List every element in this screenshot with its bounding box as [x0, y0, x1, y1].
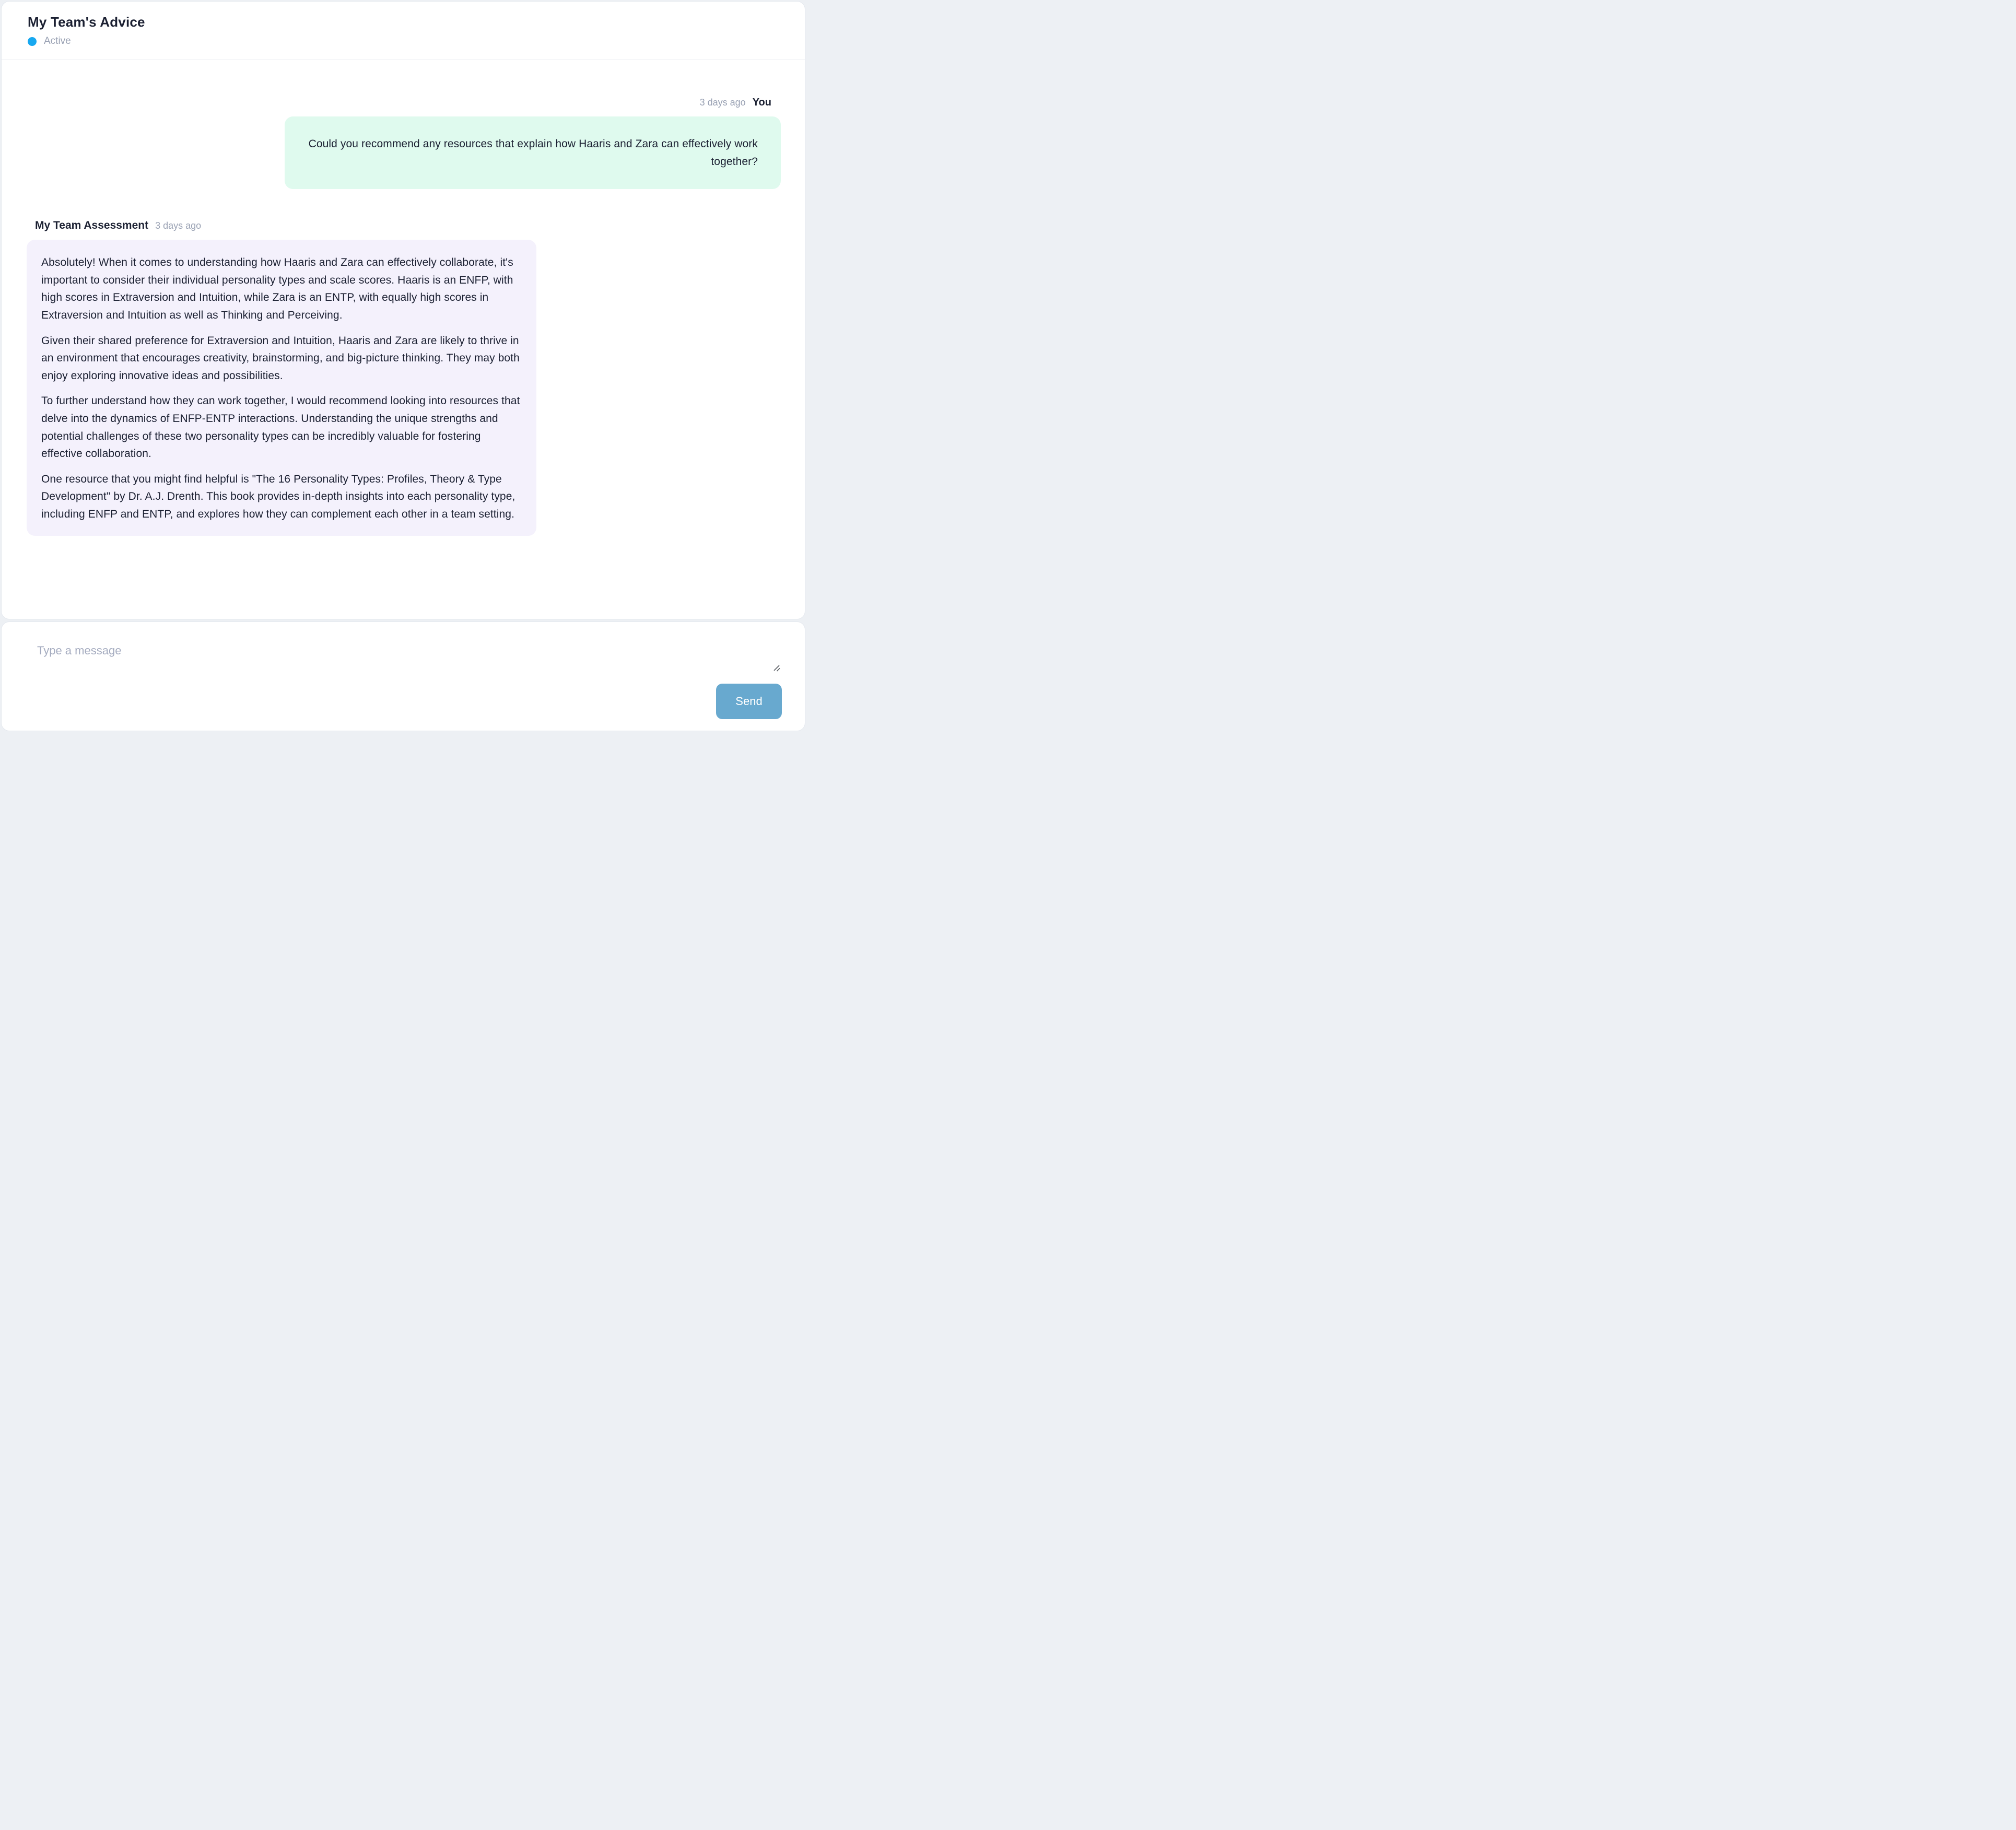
assistant-message-bubble	[27, 240, 536, 535]
status-row	[28, 36, 779, 47]
assistant-sender: My Team Assessment	[35, 219, 149, 232]
user-message-bubble: Could you recommend any resources that explain how Haaris and Zara can effectively work together?	[285, 116, 781, 189]
user-message-timestamp: 3 days ago	[699, 97, 746, 108]
assistant-paragraph: Absolutely! When it comes to understanding how Haaris and Zara can effectively collaborate, it's important to consider their individual personality types and scale scores. Haaris is an ENFP, with high scores in Extraversion and Intuition, while Zara is an ENTP, with equally high scores in Extraversion and Intuition as well as Thinking and Perceiving.	[41, 256, 513, 321]
message-list[interactable]	[2, 60, 805, 536]
assistant-paragraph: To further understand how they can work together, I would recommend looking into resources that delve into the dynamics of ENFP-ENTP interactions. Understanding the unique strengths and potential challenges of these two personality types can be incredibly valuable for fostering effective collaboration.	[41, 395, 520, 460]
assistant-paragraph: One resource that you might find helpful is "The 16 Personality Types: Profiles, Theory & Type Development" by Dr. A.J. Drenth. This book provides in-depth insights into each personality type, including ENFP and ENTP, and explores how they can complement each other in a team setting.	[41, 473, 515, 520]
send-row	[27, 684, 782, 719]
message-input[interactable]	[27, 639, 782, 674]
message-input-wrap	[27, 639, 782, 674]
chat-card	[1, 1, 805, 619]
assistant-message-meta	[35, 219, 781, 232]
send-button[interactable]: Send	[716, 684, 782, 719]
page-title: My Team's Advice	[28, 14, 145, 30]
composer	[1, 621, 805, 731]
user-message-sender: You	[752, 97, 771, 108]
user-message-meta	[27, 97, 781, 109]
assistant-message-timestamp: 3 days ago	[155, 220, 202, 231]
status-badge: Active	[44, 36, 71, 46]
chat-window	[0, 0, 806, 732]
active-status-dot-icon	[28, 37, 37, 46]
chat-header	[2, 2, 805, 60]
assistant-paragraph: Given their shared preference for Extraversion and Intuition, Haaris and Zara are likely to thrive in an environment that encourages creativity, brainstorming, and big-picture thinking. They may both enjoy exploring innovative ideas and possibilities.	[41, 334, 520, 382]
